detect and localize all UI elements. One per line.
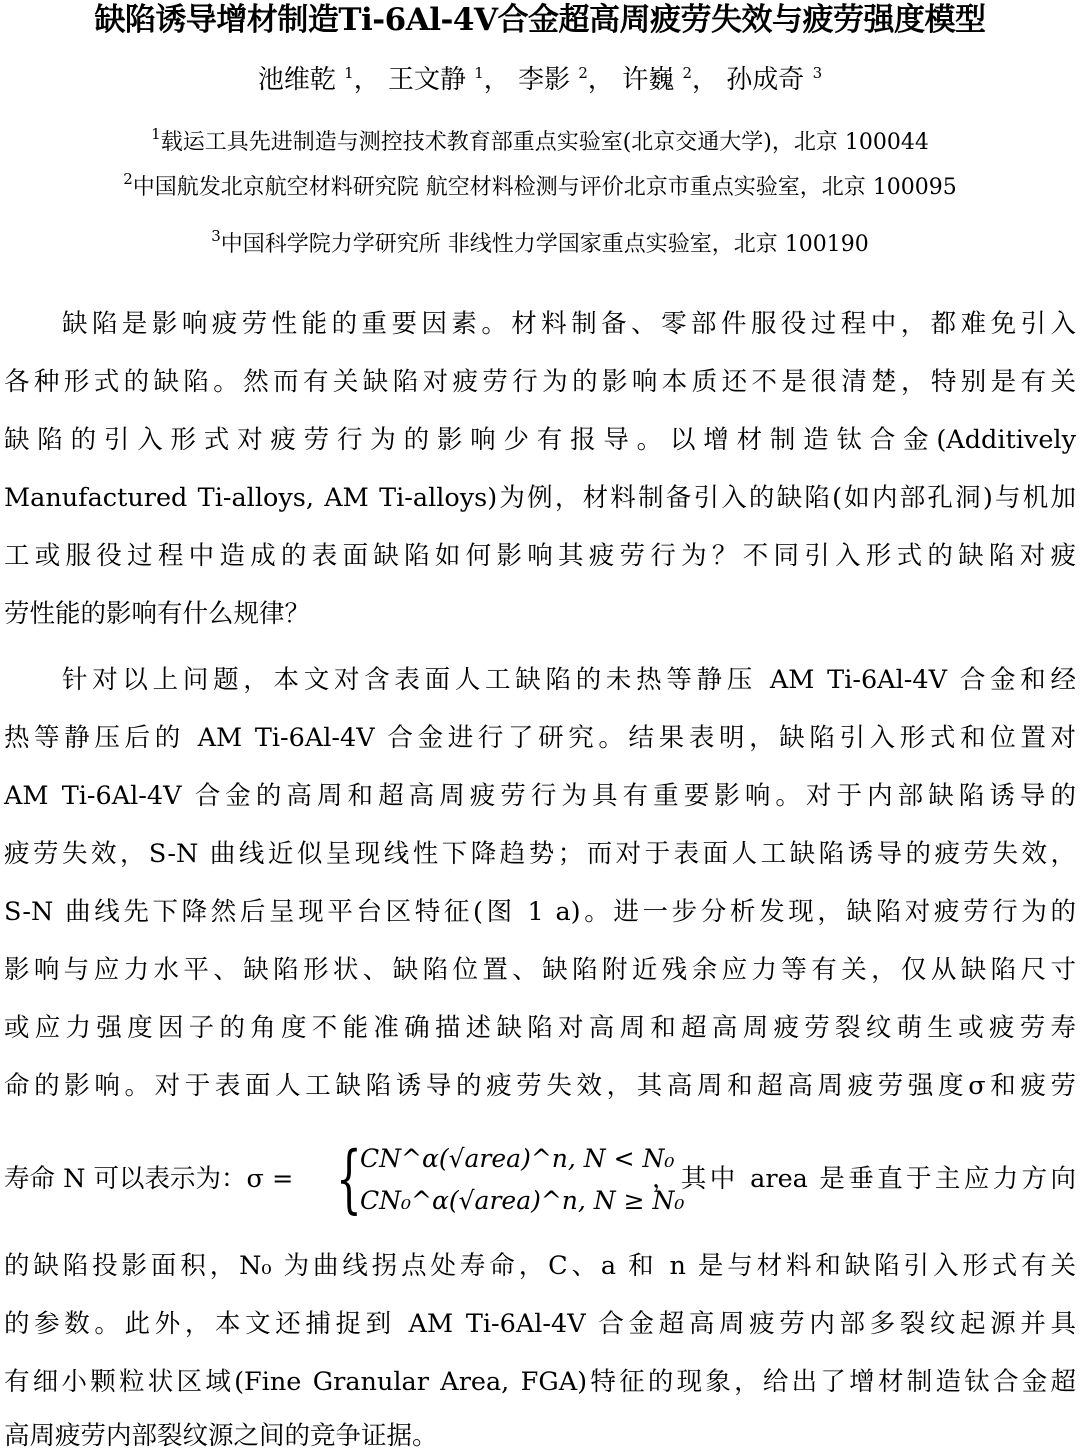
author-affil-mark: 2 — [578, 64, 588, 82]
formula-line — [4, 1136, 1076, 1222]
paragraph-line: 劳性能的影响有什么规律？ — [4, 599, 311, 629]
paragraph-line: 工或服役过程中造成的表面缺陷如何影响其疲劳行为？不同引入形式的缺陷对疲 — [4, 541, 1076, 571]
paragraph-line: 热等静压后的 AM Ti-6Al-4V 合金进行了研究。结果表明，缺陷引入形式和位置对 — [4, 723, 1076, 753]
paragraph-line: 高周疲劳内部裂纹源之间的竞争证据。 — [4, 1421, 438, 1451]
paragraph-line: 缺陷是影响疲劳性能的重要因素。材料制备、零部件服役过程中，都难免引入 — [62, 309, 1076, 339]
paragraph-line: 影响与应力水平、缺陷形状、缺陷位置、缺陷附近残余应力等有关，仅从缺陷尺寸 — [4, 955, 1076, 985]
paragraph-line: 的缺陷投影面积，N₀ 为曲线拐点处寿命，C、a 和 n 是与材料和缺陷引入形式有关 — [4, 1251, 1076, 1281]
author-affil-mark: 2 — [682, 64, 693, 82]
affiliation-mark: 3 — [211, 227, 221, 245]
paragraph-line: AM Ti-6Al-4V 合金的高周和超高周疲劳行为具有重要影响。对于内部缺陷诱导的 — [4, 781, 1076, 811]
paragraph-line: 缺陷的引入形式对疲劳行为的影响少有报导。以增材制造钛合金(Additively — [4, 425, 1076, 455]
paragraph-line: 有细小颗粒状区域(Fine Granular Area, FGA)特征的现象，给出了增材制造钛合金超 — [4, 1367, 1076, 1397]
paragraph-line: 或应力强度因子的角度不能准确描述缺陷对高周和超高周疲劳裂纹萌生或疲劳寿 — [4, 1013, 1076, 1043]
affiliation-2 — [0, 170, 1080, 203]
formula-brace: { — [336, 1136, 362, 1222]
paragraph-line: Manufactured Ti-alloys, AM Ti-alloys)为例，材料制备引入的缺陷(如内部孔洞)与机加 — [4, 483, 1076, 513]
affiliation-1 — [0, 125, 1080, 158]
paragraph-line: 疲劳失效，S-N 曲线近似呈现线性下降趋势；而对于表面人工缺陷诱导的疲劳失效， — [4, 839, 1076, 869]
affiliation-mark: 1 — [151, 125, 161, 143]
affiliation-text: 中国航发北京航空材料研究院 航空材料检测与评价北京市重点实验室，北京 100095 — [132, 175, 957, 200]
paper-title: 缺陷诱导增材制造Ti-6Al-4V合金超高周疲劳失效与疲劳强度模型 — [94, 2, 986, 38]
formula-case-2: CN₀^α(√area)^n, N ≥ N₀ — [360, 1186, 685, 1215]
author-list: 池维乾 $^1$， 王文静 $^1$， 李影 $^2$， 许巍 $^2$， 孙成奇 $^3$ — [257, 64, 823, 95]
affiliation-3 — [0, 227, 1080, 260]
paragraph-line: 针对以上问题，本文对含表面人工缺陷的未热等静压 AM Ti-6Al-4V 合金和经 — [62, 665, 1076, 695]
affiliation-mark: 2 — [123, 170, 133, 188]
formula-trail: ，其中 area 是垂直于主应力方向 — [652, 1164, 1076, 1194]
paragraph-line: 命的影响。对于表面人工缺陷诱导的疲劳失效，其高周和超高周疲劳强度σ和疲劳 — [4, 1071, 1076, 1101]
affiliation-text: 载运工具先进制造与测控技术教育部重点实验室(北京交通大学)，北京 100044 — [160, 130, 929, 155]
author-name: 王文静 — [387, 65, 466, 95]
author-name: 孙成奇 — [726, 65, 805, 95]
paragraph-line: S-N 曲线先下降然后呈现平台区特征(图 1 a)。进一步分析发现，缺陷对疲劳行为的 — [4, 897, 1076, 927]
author-name: 李影 — [518, 65, 571, 95]
author-name: 许巍 — [622, 65, 675, 95]
author-name: 池维乾 — [257, 65, 336, 95]
affiliation-text: 中国科学院力学研究所 非线性力学国家重点实验室，北京 100190 — [220, 232, 869, 257]
formula-lead: 寿命 N 可以表示为：σ = — [4, 1164, 294, 1194]
paragraph-line: 各种形式的缺陷。然而有关缺陷对疲劳行为的影响本质还不是很清楚，特别是有关 — [4, 367, 1076, 397]
author-affil-mark: 1 — [344, 64, 354, 82]
formula-case-1: CN^α(√area)^n, N < N₀ — [360, 1144, 675, 1173]
author-affil-mark: 3 — [812, 64, 823, 82]
paragraph-line: 的参数。此外，本文还捕捉到 AM Ti-6Al-4V 合金超高周疲劳内部多裂纹起源并具 — [4, 1309, 1076, 1339]
author-affil-mark: 1 — [474, 64, 484, 82]
